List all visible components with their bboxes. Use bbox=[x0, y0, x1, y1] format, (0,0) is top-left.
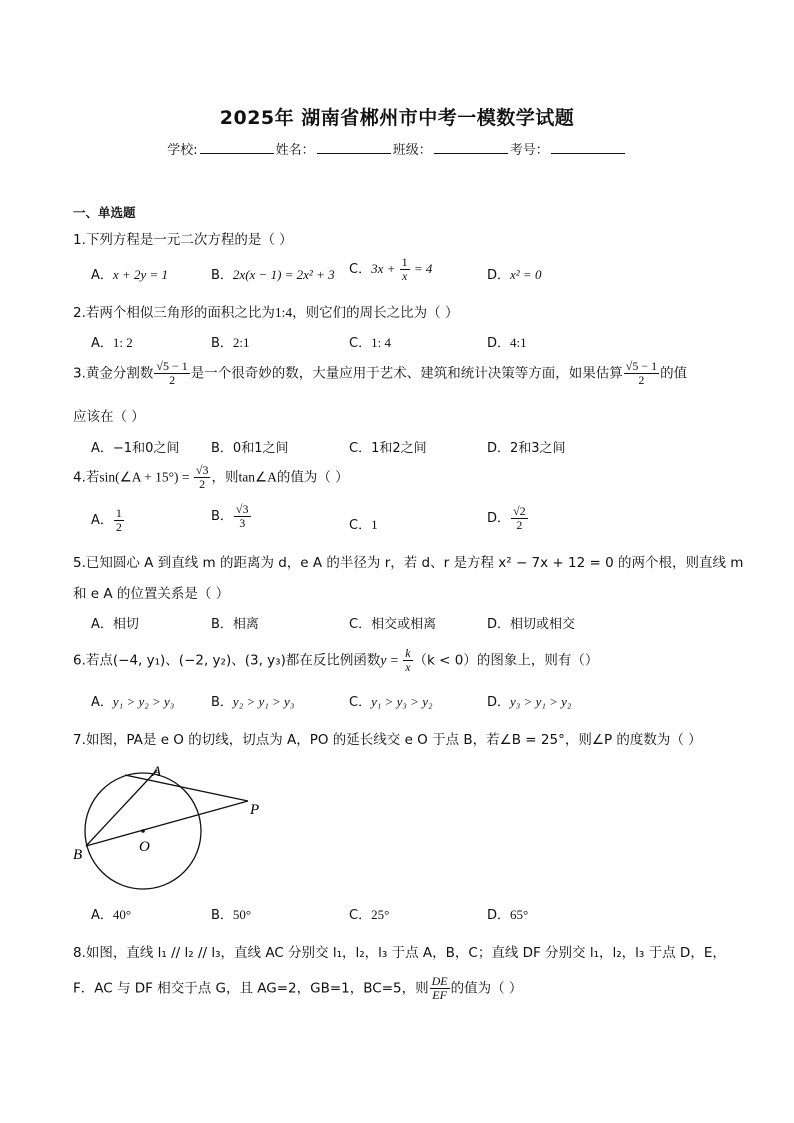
fraction bbox=[114, 507, 124, 534]
frac-num: k bbox=[405, 646, 411, 660]
question-number: 2. bbox=[73, 305, 86, 321]
option-label: A． bbox=[91, 268, 113, 283]
option-text: = 4 bbox=[410, 261, 433, 277]
option-text: −1和0之间 bbox=[112, 441, 180, 456]
option-label: B． bbox=[211, 441, 233, 456]
frac-num: 1 bbox=[401, 255, 408, 269]
option-label: D． bbox=[487, 441, 511, 456]
option-label: C． bbox=[349, 262, 372, 278]
q1-option-d bbox=[487, 264, 541, 283]
option-label: D． bbox=[487, 617, 511, 632]
option-label: A． bbox=[91, 513, 113, 529]
option-text: x² = 0 bbox=[510, 267, 542, 282]
name-label: 姓名： bbox=[275, 143, 315, 158]
question-stem: 是一个很奇妙的数，大量应用于艺术、建筑和统计决策等方面，如果估算 bbox=[190, 365, 623, 382]
question-stem: （k < 0）的图象上，则有（） bbox=[413, 652, 599, 669]
frac-num: √3 bbox=[195, 463, 209, 477]
option-text: 65° bbox=[510, 907, 529, 922]
question-number: 8. bbox=[73, 945, 86, 961]
fraction bbox=[154, 360, 189, 387]
option-label: D． bbox=[487, 695, 511, 710]
option-text: 1 bbox=[371, 517, 378, 532]
option-label: C． bbox=[349, 908, 372, 923]
point-label-a: A bbox=[152, 764, 162, 780]
class-label: 班级： bbox=[392, 143, 432, 158]
question-stem: 如图，PA是 e O 的切线，切点为 A，PO 的延长线交 e O 于点 B，若∠B = 25°，则∠P 的度数为（ ） bbox=[85, 732, 702, 748]
option-text: 0和1之间 bbox=[232, 441, 289, 456]
question-number: 7. bbox=[73, 732, 86, 748]
name-blank bbox=[317, 141, 391, 154]
center-point-o bbox=[141, 829, 145, 833]
frac-num: DE bbox=[431, 974, 448, 988]
option-label: C． bbox=[349, 617, 372, 632]
school-label: 学校: bbox=[167, 143, 198, 158]
q5-option-a bbox=[91, 613, 139, 632]
q4-option-c bbox=[349, 514, 378, 533]
question-7 bbox=[73, 728, 702, 748]
question-stem: 如图，直线 l₁ // l₂ // l₃，直线 AC 分别交 l₁，l₂，l₃ 于点 A，B，C；直线 DF 分别交 l₁，l₂，l₃ 于点 D，E， bbox=[85, 945, 726, 961]
school-blank bbox=[200, 141, 274, 154]
question-stem: F．AC 与 DF 相交于点 G，且 AG=2，GB=1，BC=5，则 bbox=[73, 980, 429, 997]
q4-option-a bbox=[91, 507, 125, 534]
q7-circle-tangent-figure bbox=[70, 758, 270, 898]
question-number: 6. bbox=[73, 652, 86, 669]
option-label: A． bbox=[91, 908, 113, 923]
frac-den: 2 bbox=[115, 520, 122, 535]
frac-num: √5 − 1 bbox=[625, 359, 658, 373]
question-1 bbox=[73, 228, 293, 248]
q2-option-a bbox=[91, 332, 133, 351]
option-text: 25° bbox=[371, 907, 390, 922]
question-stem: ，则它们的周长之比为（ ） bbox=[292, 305, 459, 321]
option-text: 相交或相离 bbox=[371, 617, 437, 632]
exam-no-blank bbox=[551, 141, 625, 154]
option-label: B． bbox=[211, 509, 233, 525]
question-5-line2: 和 e A 的位置关系是（ ） bbox=[73, 586, 230, 602]
question-5 bbox=[73, 551, 743, 571]
option-label: A． bbox=[91, 441, 113, 456]
tangent-line-pa bbox=[125, 775, 248, 801]
option-text: 50° bbox=[232, 907, 252, 922]
frac-den: x bbox=[401, 269, 408, 284]
fraction bbox=[400, 256, 410, 283]
q2-option-c bbox=[349, 332, 391, 351]
q6-option-d bbox=[487, 691, 571, 710]
option-text: x + 2y = 1 bbox=[112, 267, 168, 282]
fraction bbox=[430, 975, 450, 1002]
frac-den: 3 bbox=[239, 516, 246, 531]
q5-option-d bbox=[487, 613, 575, 632]
q5-option-b bbox=[211, 613, 259, 632]
math-expr: tan∠A bbox=[238, 469, 277, 485]
option-text: 2:1 bbox=[232, 335, 250, 350]
q4-option-d bbox=[487, 505, 529, 532]
frac-den: 2 bbox=[169, 373, 176, 388]
q7-option-d bbox=[487, 904, 528, 923]
option-label: A． bbox=[91, 336, 113, 351]
option-label: B． bbox=[211, 336, 233, 351]
option-label: C． bbox=[349, 518, 372, 533]
option-label: C． bbox=[349, 336, 372, 351]
q7-option-a bbox=[91, 904, 131, 923]
question-number: 5. bbox=[73, 555, 86, 571]
question-stem: 黄金分割数 bbox=[85, 365, 154, 382]
question-2 bbox=[73, 301, 458, 321]
q1-option-c bbox=[349, 256, 432, 283]
question-stem: 的值为（ ） bbox=[450, 980, 523, 997]
page-title: 2025年 湖南省郴州市中考一模数学试题 bbox=[219, 107, 575, 129]
question-3-line2: 应该在（ ） bbox=[73, 409, 145, 425]
q3-option-c bbox=[349, 437, 427, 456]
q3-option-b bbox=[211, 437, 288, 456]
q6-option-c bbox=[349, 691, 433, 710]
option-label: C． bbox=[349, 695, 372, 710]
q7-option-b bbox=[211, 904, 251, 923]
option-text: 4:1 bbox=[510, 335, 527, 350]
question-8-line2 bbox=[73, 975, 522, 1002]
frac-num: 1 bbox=[115, 506, 122, 520]
frac-num: √5 − 1 bbox=[156, 359, 188, 373]
frac-num: √3 bbox=[235, 502, 249, 516]
math-expr: y = bbox=[380, 652, 403, 668]
question-number: 1. bbox=[73, 232, 86, 248]
math-expr: sin(∠A + 15°) = bbox=[99, 469, 193, 485]
question-8 bbox=[73, 941, 726, 961]
q5-option-c bbox=[349, 613, 436, 632]
option-text: 40° bbox=[112, 907, 132, 922]
question-stem: 的值为（ ） bbox=[276, 469, 349, 486]
option-label: B． bbox=[211, 908, 233, 923]
option-text: 相切或相交 bbox=[510, 617, 576, 632]
question-stem: 的值 bbox=[660, 365, 688, 382]
question-stem: 若点(−4, y₁)、(−2, y₂)、(3, y₃)都在反比例函数 bbox=[85, 652, 381, 669]
option-label: B． bbox=[211, 617, 233, 632]
question-stem: ，则 bbox=[211, 469, 239, 486]
question-number: 4. bbox=[73, 469, 86, 486]
option-label: A． bbox=[91, 695, 113, 710]
option-text: y₂ > y₁ > y₃ bbox=[232, 694, 295, 709]
option-label: B． bbox=[211, 268, 233, 283]
question-4 bbox=[73, 464, 349, 491]
option-text: 2x(x − 1) = 2x² + 3 bbox=[232, 267, 335, 282]
frac-den: x bbox=[405, 660, 411, 675]
option-text: y₃ > y₁ > y₂ bbox=[510, 694, 572, 709]
q2-option-d bbox=[487, 332, 527, 351]
student-info-line bbox=[0, 139, 794, 158]
frac-den: 2 bbox=[638, 373, 645, 388]
frac-num: √2 bbox=[513, 504, 526, 518]
option-text: 1: 4 bbox=[371, 335, 391, 350]
q6-option-b bbox=[211, 691, 294, 710]
class-blank bbox=[434, 141, 508, 154]
question-stem: 下列方程是一元二次方程的是（ ） bbox=[85, 232, 293, 248]
ratio: 1:4 bbox=[274, 305, 293, 320]
fraction bbox=[511, 505, 528, 532]
fraction bbox=[403, 647, 412, 674]
frac-den: EF bbox=[432, 988, 447, 1003]
point-label-o: O bbox=[139, 839, 150, 855]
option-text: 2和3之间 bbox=[510, 441, 566, 456]
exam-no-label: 考号： bbox=[509, 143, 549, 158]
option-text: y₁ > y₂ > y₃ bbox=[112, 694, 175, 709]
q2-option-b bbox=[211, 332, 250, 351]
secant-line-bp bbox=[86, 801, 248, 846]
option-label: D． bbox=[487, 268, 511, 283]
frac-den: 2 bbox=[199, 477, 206, 492]
q7-option-c bbox=[349, 904, 389, 923]
section-title: 一、单选题 bbox=[73, 205, 136, 220]
option-label: D． bbox=[487, 336, 511, 351]
option-text: 1和2之间 bbox=[371, 441, 427, 456]
question-stem: 已知圆心 A 到直线 m 的距离为 d，e A 的半径为 r，若 d、r 是方程 x² − 7x + 12 = 0 的两个根，则直线 m bbox=[85, 555, 744, 571]
q3-option-a bbox=[91, 437, 179, 456]
question-stem: 若 bbox=[85, 469, 100, 486]
option-text: y₁ > y₃ > y₂ bbox=[371, 694, 433, 709]
q1-option-a bbox=[91, 264, 168, 283]
chord-ab bbox=[86, 770, 157, 846]
point-label-b: B bbox=[73, 847, 83, 863]
fraction bbox=[234, 503, 251, 530]
option-label: D． bbox=[487, 908, 511, 923]
option-text: 相切 bbox=[112, 617, 139, 632]
option-label: A． bbox=[91, 617, 113, 632]
option-text: 3x + bbox=[371, 261, 399, 277]
fraction bbox=[194, 464, 211, 491]
fraction bbox=[624, 360, 659, 387]
option-label: B． bbox=[211, 695, 233, 710]
q6-option-a bbox=[91, 691, 174, 710]
option-label: C． bbox=[349, 441, 372, 456]
option-label: D． bbox=[487, 511, 511, 527]
point-label-p: P bbox=[250, 802, 260, 818]
q4-option-b bbox=[211, 503, 252, 530]
question-stem: 若两个相似三角形的面积之比为 bbox=[85, 305, 275, 321]
option-text: 1: 2 bbox=[112, 335, 133, 350]
question-6 bbox=[73, 647, 598, 674]
q1-option-b bbox=[211, 264, 335, 283]
option-text: 相离 bbox=[232, 617, 259, 632]
question-3 bbox=[73, 360, 687, 387]
question-number: 3. bbox=[73, 365, 86, 382]
frac-den: 2 bbox=[516, 518, 523, 533]
q3-option-d bbox=[487, 437, 566, 456]
